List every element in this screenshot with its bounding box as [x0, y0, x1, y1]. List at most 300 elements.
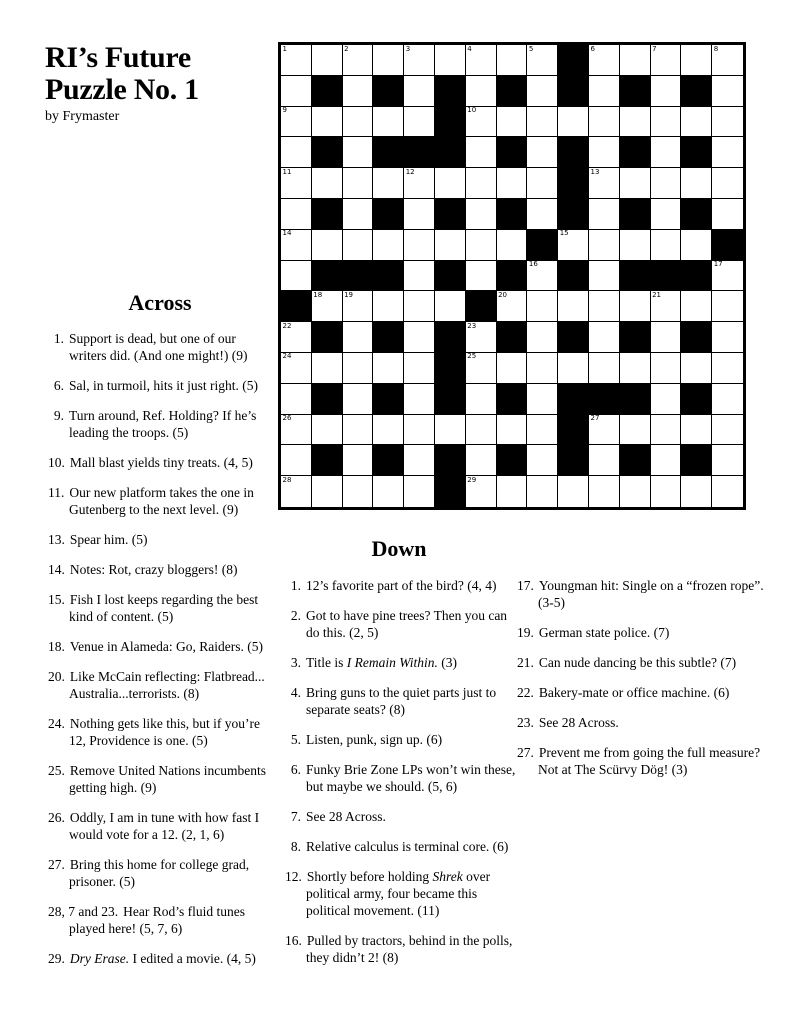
grid-cell[interactable] — [343, 137, 374, 168]
clue-item — [517, 577, 769, 611]
black-cell — [558, 137, 589, 168]
grid-cell[interactable] — [712, 168, 743, 199]
crossword-grid — [278, 42, 746, 510]
grid-cell[interactable] — [404, 107, 435, 138]
grid-cell[interactable] — [712, 261, 743, 292]
black-cell — [527, 230, 558, 261]
grid-cell[interactable] — [312, 45, 343, 76]
grid-cell[interactable] — [281, 168, 312, 199]
grid-cell[interactable] — [527, 261, 558, 292]
clue-number: 21. — [517, 655, 534, 670]
grid-cell[interactable] — [466, 322, 497, 353]
clue-number: 20. — [48, 669, 65, 684]
grid-cell[interactable] — [497, 168, 528, 199]
clue-text: Bakery-mate or office machine. (6) — [538, 685, 730, 700]
black-cell — [589, 384, 620, 415]
clue-text: Youngman hit: Single on a “frozen rope”. (3-5) — [538, 578, 764, 610]
cell-number: 26 — [282, 414, 292, 423]
clue-number: 26. — [48, 810, 65, 825]
cell-number: 27 — [590, 414, 600, 423]
grid-cell[interactable] — [404, 168, 435, 199]
clue-number: 2. — [290, 608, 301, 623]
clue-item — [285, 577, 517, 594]
grid-cell[interactable] — [281, 230, 312, 261]
grid-cell[interactable] — [404, 199, 435, 230]
black-cell — [497, 199, 528, 230]
clue-text: Support is dead, but one of our writers did. (And one might!) (9) — [69, 331, 248, 363]
grid-cell[interactable] — [466, 199, 497, 230]
grid-cell[interactable] — [681, 230, 712, 261]
grid-cell[interactable] — [404, 45, 435, 76]
grid-cell[interactable] — [343, 476, 374, 507]
grid-cell[interactable] — [558, 291, 589, 322]
clue-number: 15. — [48, 592, 65, 607]
grid-cell[interactable] — [312, 353, 343, 384]
grid-cell[interactable] — [681, 291, 712, 322]
clue-number: 16. — [285, 933, 302, 948]
grid-cell[interactable] — [651, 45, 682, 76]
grid-cell[interactable] — [651, 476, 682, 507]
clue-text: Spear him. (5) — [69, 532, 148, 547]
clue-number: 7. — [290, 809, 301, 824]
grid-cell[interactable] — [404, 261, 435, 292]
grid-cell[interactable] — [681, 107, 712, 138]
grid-cell[interactable] — [589, 137, 620, 168]
clue-number: 1. — [53, 331, 64, 346]
black-cell — [435, 261, 466, 292]
cell-number: 16 — [528, 260, 538, 269]
clue-text: Dry Erase. I edited a movie. (4, 5) — [69, 951, 256, 966]
cell-number: 25 — [467, 352, 477, 361]
clue-item — [285, 654, 517, 671]
clue-text: Our new platform takes the one in Gutenberg to the next level. (9) — [69, 485, 254, 517]
grid-cell[interactable] — [712, 107, 743, 138]
grid-cell[interactable] — [620, 45, 651, 76]
grid-cell[interactable] — [620, 168, 651, 199]
down-clue-column-1 — [285, 577, 517, 966]
black-cell — [435, 353, 466, 384]
grid-cell[interactable] — [281, 137, 312, 168]
grid-cell[interactable] — [497, 415, 528, 446]
clue-text: 12’s favorite part of the bird? (4, 4) — [306, 578, 497, 593]
grid-cell[interactable] — [527, 45, 558, 76]
grid-cell[interactable] — [589, 415, 620, 446]
grid-cell[interactable] — [373, 230, 404, 261]
grid-cell[interactable] — [712, 76, 743, 107]
grid-cell[interactable] — [589, 322, 620, 353]
grid-cell[interactable] — [558, 107, 589, 138]
grid-cell[interactable] — [373, 291, 404, 322]
clue-number: 25. — [48, 763, 65, 778]
clue-text: Venue in Alameda: Go, Raiders. (5) — [69, 639, 263, 654]
grid-cell[interactable] — [312, 415, 343, 446]
page-title — [45, 42, 199, 106]
clue-text: Listen, punk, sign up. (6) — [306, 732, 443, 747]
grid-cell[interactable] — [712, 384, 743, 415]
grid-cell[interactable] — [497, 107, 528, 138]
grid-cell[interactable] — [343, 291, 374, 322]
black-cell — [558, 445, 589, 476]
clue-text: Funky Brie Zone LPs won’t win these, but maybe we should. (5, 6) — [306, 762, 516, 794]
grid-cell[interactable] — [404, 415, 435, 446]
grid-cell[interactable] — [373, 353, 404, 384]
black-cell — [620, 199, 651, 230]
cell-number: 22 — [282, 321, 292, 330]
grid-cell[interactable] — [527, 76, 558, 107]
grid-cell[interactable] — [651, 291, 682, 322]
grid-cell[interactable] — [589, 291, 620, 322]
clue-number: 4. — [290, 685, 301, 700]
grid-cell[interactable] — [589, 353, 620, 384]
grid-cell[interactable] — [404, 384, 435, 415]
cell-number: 12 — [405, 167, 415, 176]
grid-cell[interactable] — [712, 322, 743, 353]
grid-cell[interactable] — [527, 168, 558, 199]
black-cell — [312, 137, 343, 168]
grid-cell[interactable] — [651, 199, 682, 230]
black-cell — [558, 45, 589, 76]
grid-cell[interactable] — [281, 199, 312, 230]
grid-cell[interactable] — [712, 353, 743, 384]
clue-number: 8. — [290, 839, 301, 854]
cell-number: 3 — [405, 44, 411, 53]
cell-number: 8 — [713, 44, 719, 53]
clue-number: 13. — [48, 532, 65, 547]
grid-cell[interactable] — [497, 291, 528, 322]
grid-cell[interactable] — [281, 322, 312, 353]
black-cell — [558, 261, 589, 292]
grid-cell[interactable] — [589, 45, 620, 76]
black-cell — [373, 76, 404, 107]
grid-cell[interactable] — [343, 107, 374, 138]
grid-cell[interactable] — [681, 353, 712, 384]
black-cell — [620, 137, 651, 168]
grid-cell[interactable] — [466, 45, 497, 76]
clue-number: 6. — [53, 378, 64, 393]
grid-cell[interactable] — [312, 476, 343, 507]
grid-cell[interactable] — [281, 45, 312, 76]
across-heading: Across — [128, 290, 192, 315]
black-cell — [558, 322, 589, 353]
cell-number: 7 — [652, 44, 657, 53]
clue-item — [48, 856, 274, 890]
clue-item — [48, 638, 274, 655]
clue-text: Turn around, Ref. Holding? If he’s leading the troops. (5) — [69, 408, 257, 440]
grid-cell[interactable] — [281, 445, 312, 476]
grid-cell[interactable] — [466, 230, 497, 261]
grid-cell[interactable] — [343, 76, 374, 107]
cell-number: 18 — [313, 290, 323, 299]
grid-cell[interactable] — [373, 45, 404, 76]
cell-number: 5 — [528, 44, 534, 53]
grid-cell[interactable] — [373, 476, 404, 507]
clue-number: 12. — [285, 869, 302, 884]
grid-cell[interactable] — [404, 445, 435, 476]
grid-cell[interactable] — [558, 230, 589, 261]
grid-cell[interactable] — [497, 476, 528, 507]
grid-cell[interactable] — [497, 353, 528, 384]
clue-number: 18. — [48, 639, 65, 654]
grid-cell[interactable] — [589, 107, 620, 138]
black-cell — [312, 445, 343, 476]
grid-cell[interactable] — [620, 415, 651, 446]
grid-cell[interactable] — [589, 476, 620, 507]
clue-number: 22. — [517, 685, 534, 700]
grid-cell[interactable] — [404, 76, 435, 107]
grid-cell[interactable] — [343, 384, 374, 415]
grid-cell[interactable] — [527, 353, 558, 384]
grid-cell[interactable] — [589, 168, 620, 199]
clue-number: 3. — [290, 655, 301, 670]
grid-cell[interactable] — [527, 476, 558, 507]
grid-cell[interactable] — [312, 107, 343, 138]
grid-cell[interactable] — [712, 199, 743, 230]
grid-cell[interactable] — [343, 322, 374, 353]
grid-cell[interactable] — [281, 353, 312, 384]
black-cell — [373, 137, 404, 168]
grid-cell[interactable] — [343, 445, 374, 476]
clue-text: Hear Rod’s fluid tunes played here! (5, 7, 6) — [69, 904, 245, 936]
clue-number: 9. — [53, 408, 64, 423]
grid-cell[interactable] — [466, 76, 497, 107]
clue-text: See 28 Across. — [538, 715, 619, 730]
clue-number: 19. — [517, 625, 534, 640]
grid-cell[interactable] — [712, 476, 743, 507]
grid-cell[interactable] — [343, 199, 374, 230]
grid-cell[interactable] — [620, 230, 651, 261]
clue-item — [48, 561, 274, 578]
grid-cell[interactable] — [651, 415, 682, 446]
grid-cell[interactable] — [343, 168, 374, 199]
grid-cell[interactable] — [312, 168, 343, 199]
grid-cell[interactable] — [651, 384, 682, 415]
clue-number: 28, 7 and 23. — [48, 904, 119, 919]
cell-number: 6 — [590, 44, 595, 53]
grid-cell[interactable] — [373, 168, 404, 199]
grid-cell[interactable] — [712, 45, 743, 76]
grid-cell[interactable] — [589, 445, 620, 476]
clue-item — [285, 684, 517, 718]
grid-cell[interactable] — [466, 107, 497, 138]
grid-cell[interactable] — [681, 415, 712, 446]
black-cell — [435, 322, 466, 353]
clue-item — [517, 684, 769, 701]
clue-item — [517, 714, 769, 731]
clue-text: Like McCain reflecting: Flatbread... Australia...terrorists. (8) — [69, 669, 265, 701]
clue-item — [48, 809, 274, 843]
grid-cell[interactable] — [681, 476, 712, 507]
down-heading: Down — [371, 536, 427, 561]
grid-cell[interactable] — [527, 137, 558, 168]
grid-cell[interactable] — [712, 291, 743, 322]
grid-cell[interactable] — [343, 230, 374, 261]
black-cell — [373, 322, 404, 353]
grid-cell[interactable] — [558, 353, 589, 384]
clue-text: See 28 Across. — [306, 809, 386, 824]
grid-cell[interactable] — [373, 107, 404, 138]
cell-number: 21 — [652, 290, 662, 299]
grid-cell[interactable] — [312, 291, 343, 322]
grid-cell[interactable] — [404, 322, 435, 353]
black-cell — [435, 137, 466, 168]
grid-cell[interactable] — [620, 291, 651, 322]
black-cell — [312, 199, 343, 230]
grid-cell[interactable] — [651, 137, 682, 168]
grid-cell[interactable] — [651, 230, 682, 261]
grid-cell[interactable] — [651, 353, 682, 384]
grid-cell[interactable] — [497, 230, 528, 261]
grid-cell[interactable] — [466, 476, 497, 507]
clue-item — [48, 715, 274, 749]
grid-cell[interactable] — [281, 261, 312, 292]
cell-number: 10 — [467, 106, 477, 115]
grid-cell[interactable] — [558, 476, 589, 507]
cell-number: 28 — [282, 475, 292, 484]
grid-cell[interactable] — [343, 45, 374, 76]
black-cell — [651, 261, 682, 292]
grid-cell[interactable] — [527, 322, 558, 353]
black-cell — [466, 291, 497, 322]
grid-cell[interactable] — [404, 230, 435, 261]
cell-number: 4 — [467, 44, 472, 53]
black-cell — [435, 476, 466, 507]
grid-cell[interactable] — [527, 291, 558, 322]
clue-number: 6. — [290, 762, 301, 777]
cell-number: 15 — [559, 229, 569, 238]
clue-text: Relative calculus is terminal core. (6) — [306, 839, 509, 854]
grid-cell[interactable] — [281, 107, 312, 138]
black-cell — [681, 261, 712, 292]
grid-cell[interactable] — [620, 353, 651, 384]
grid-cell[interactable] — [589, 199, 620, 230]
grid-cell[interactable] — [281, 384, 312, 415]
grid-cell[interactable] — [281, 76, 312, 107]
black-cell — [373, 199, 404, 230]
grid-cell[interactable] — [466, 353, 497, 384]
title-block — [45, 42, 199, 125]
grid-cell[interactable] — [712, 137, 743, 168]
grid-cell[interactable] — [435, 45, 466, 76]
clue-number: 17. — [517, 578, 534, 593]
clue-item — [517, 744, 769, 778]
grid-cell[interactable] — [435, 230, 466, 261]
grid-cell[interactable] — [712, 415, 743, 446]
grid-cell[interactable] — [589, 230, 620, 261]
clue-item — [517, 654, 769, 671]
grid-cell[interactable] — [404, 291, 435, 322]
grid-cell[interactable] — [281, 415, 312, 446]
black-cell — [497, 137, 528, 168]
clue-number: 29. — [48, 951, 65, 966]
grid-cell[interactable] — [527, 415, 558, 446]
clue-item — [285, 868, 517, 919]
grid-cell[interactable] — [651, 322, 682, 353]
black-cell — [620, 261, 651, 292]
grid-cell[interactable] — [527, 199, 558, 230]
grid-cell[interactable] — [281, 476, 312, 507]
grid-cell[interactable] — [343, 415, 374, 446]
grid-cell[interactable] — [527, 445, 558, 476]
black-cell — [681, 199, 712, 230]
grid-cell[interactable] — [404, 353, 435, 384]
black-cell — [435, 76, 466, 107]
clue-number: 1. — [290, 578, 301, 593]
clue-item — [48, 377, 274, 394]
grid-cell[interactable] — [466, 415, 497, 446]
grid-cell[interactable] — [373, 415, 404, 446]
clue-item — [285, 607, 517, 641]
clue-number: 14. — [48, 562, 65, 577]
grid-cell[interactable] — [589, 261, 620, 292]
grid-cell[interactable] — [620, 107, 651, 138]
black-cell — [681, 137, 712, 168]
clue-number: 10. — [48, 455, 65, 470]
grid-cell[interactable] — [651, 168, 682, 199]
clue-text: Prevent me from going the full measure? Not at The Scürvy Dög! (3) — [538, 745, 761, 777]
clue-item — [285, 838, 517, 855]
clue-text: Can nude dancing be this subtle? (7) — [538, 655, 737, 670]
clue-text: Remove United Nations incumbents getting high. (9) — [69, 763, 266, 795]
black-cell — [373, 445, 404, 476]
clue-text: Mall blast yields tiny treats. (4, 5) — [69, 455, 253, 470]
grid-cell[interactable] — [589, 76, 620, 107]
grid-cell[interactable] — [712, 445, 743, 476]
black-cell — [312, 76, 343, 107]
grid-cell[interactable] — [435, 415, 466, 446]
grid-cell[interactable] — [620, 476, 651, 507]
black-cell — [558, 415, 589, 446]
grid-cell[interactable] — [466, 261, 497, 292]
clue-text: Pulled by tractors, behind in the polls, they didn’t 2! (8) — [306, 933, 513, 965]
grid-cell[interactable] — [497, 45, 528, 76]
grid-cell[interactable] — [312, 230, 343, 261]
clue-text: German state police. (7) — [538, 625, 670, 640]
black-cell — [281, 291, 312, 322]
grid-cell[interactable] — [435, 168, 466, 199]
grid-cell[interactable] — [404, 476, 435, 507]
black-cell — [497, 261, 528, 292]
grid-cell[interactable] — [466, 137, 497, 168]
clue-number: 27. — [48, 857, 65, 872]
black-cell — [343, 261, 374, 292]
grid-cell[interactable] — [681, 45, 712, 76]
grid-cell[interactable] — [466, 168, 497, 199]
grid-cell[interactable] — [343, 353, 374, 384]
grid-cell[interactable] — [651, 107, 682, 138]
grid-cell[interactable] — [435, 291, 466, 322]
grid-cell[interactable] — [527, 384, 558, 415]
black-cell — [497, 384, 528, 415]
grid-cell[interactable] — [651, 76, 682, 107]
cell-number: 29 — [467, 475, 477, 484]
cell-number: 1 — [282, 44, 287, 53]
black-cell — [558, 384, 589, 415]
grid-cell[interactable] — [466, 445, 497, 476]
grid-cell[interactable] — [681, 168, 712, 199]
clue-text: Bring guns to the quiet parts just to separate seats? (8) — [306, 685, 497, 717]
clue-item — [48, 531, 274, 548]
grid-cell[interactable] — [527, 107, 558, 138]
black-cell — [620, 445, 651, 476]
clue-item — [517, 624, 769, 641]
grid-cell[interactable] — [466, 384, 497, 415]
black-cell — [497, 322, 528, 353]
clue-item — [48, 591, 274, 625]
clue-item — [48, 950, 274, 967]
grid-cell[interactable] — [651, 445, 682, 476]
clue-text: Sal, in turmoil, hits it just right. (5) — [69, 378, 258, 393]
clue-text: Nothing gets like this, but if you’re 12, Providence is one. (5) — [69, 716, 260, 748]
